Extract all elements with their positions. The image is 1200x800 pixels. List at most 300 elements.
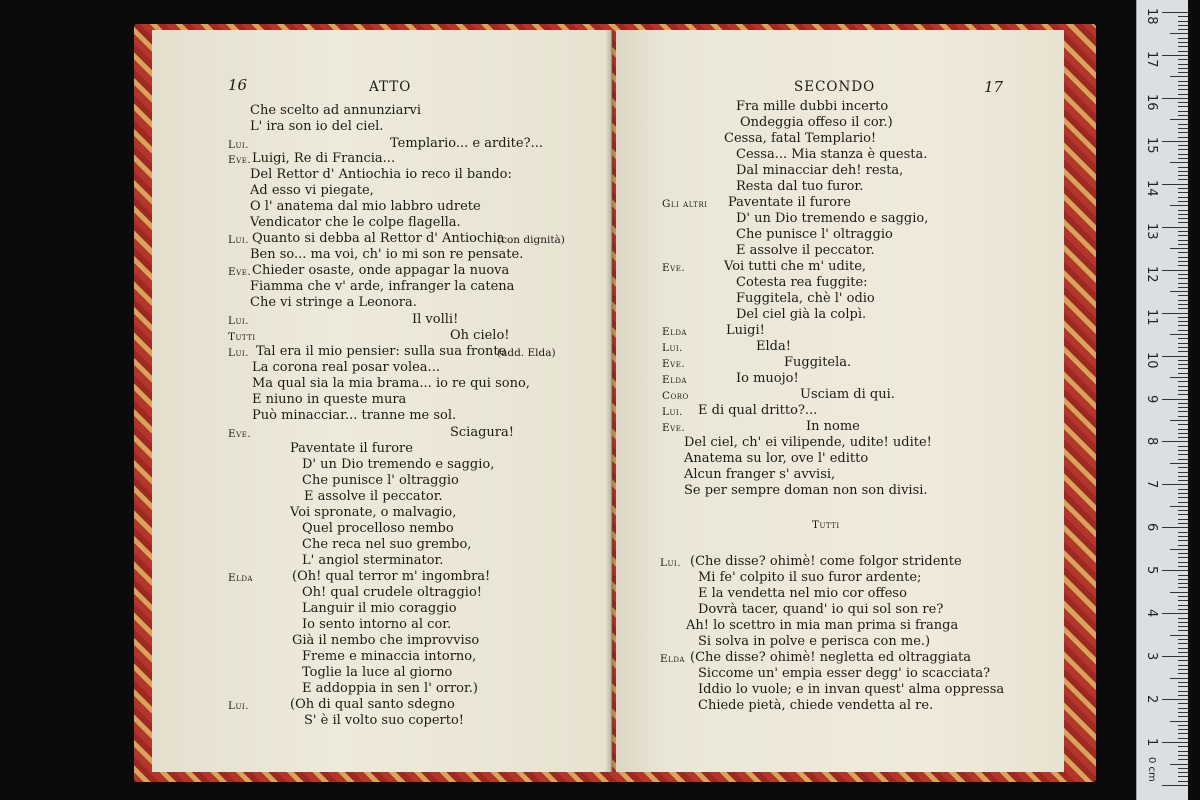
ruler-tick — [1178, 639, 1188, 640]
verse-line: (Che disse? ohimè! come folgor stridente — [690, 554, 962, 569]
ruler-tick — [1178, 596, 1188, 597]
ruler-tick — [1178, 772, 1188, 773]
ruler-tick — [1178, 682, 1188, 683]
ruler-number: 7 — [1144, 480, 1159, 489]
ruler-tick — [1178, 64, 1188, 65]
verse-line: E addoppia in sen l' orror.) — [302, 681, 478, 696]
ruler-tick — [1178, 197, 1188, 198]
verse-line: (Che disse? ohimè! negletta ed oltraggiata — [690, 650, 971, 665]
speaker-label: Elda — [228, 572, 253, 584]
verse-line: Ad esso vi piegate, — [250, 183, 374, 198]
ruler-tick — [1178, 85, 1188, 86]
verse-line: Ben so... ma voi, ch' io mi son re pensate. — [250, 247, 524, 262]
ruler-tick — [1178, 287, 1188, 288]
verse-line: Io muojo! — [736, 371, 799, 386]
ruler-tick — [1178, 81, 1188, 82]
ruler-tick — [1178, 648, 1188, 649]
ruler-tick — [1162, 184, 1188, 185]
ruler-tick — [1178, 489, 1188, 490]
ruler-tick — [1178, 261, 1188, 262]
ruler-tick — [1178, 89, 1188, 90]
verse-line: Già il nembo che improvviso — [292, 633, 480, 648]
ruler-tick — [1178, 295, 1188, 296]
verse-line: Ma qual sia la mia brama... io re qui sono, — [252, 376, 530, 391]
ruler-tick — [1178, 304, 1188, 305]
ruler-tick — [1178, 510, 1188, 511]
ruler-tick — [1178, 244, 1188, 245]
speaker-label: Eve. — [662, 358, 686, 370]
ruler-tick — [1178, 587, 1188, 588]
verse-line: Del ciel già la colpì. — [736, 307, 867, 322]
verse-line: Luigi, Re di Francia... — [252, 151, 396, 166]
ruler-tick — [1178, 59, 1188, 60]
verse-line: Languir il mio coraggio — [302, 601, 457, 616]
ruler-tick — [1170, 506, 1188, 507]
ruler-tick — [1178, 218, 1188, 219]
ruler-tick — [1162, 484, 1188, 485]
ruler-tick — [1162, 785, 1188, 786]
ruler-tick — [1178, 751, 1188, 752]
ruler-tick — [1178, 579, 1188, 580]
speaker-label: Elda — [662, 374, 687, 386]
ruler-tick — [1162, 527, 1188, 528]
ruler-tick — [1178, 94, 1188, 95]
verse-line: Voi spronate, o malvagio, — [290, 505, 457, 520]
ruler-tick — [1178, 321, 1188, 322]
page-number: 17 — [984, 78, 1004, 96]
right-page — [616, 30, 1064, 772]
ruler-tick — [1170, 248, 1188, 249]
ruler-tick — [1178, 407, 1188, 408]
ruler-tick — [1178, 394, 1188, 395]
ruler-tick — [1170, 334, 1188, 335]
ruler-tick — [1178, 755, 1188, 756]
page-number: 16 — [228, 76, 248, 94]
verse-line: O l' anatema dal mio labbro udrete — [250, 199, 481, 214]
ruler-tick — [1162, 570, 1188, 571]
ruler-tick — [1178, 609, 1188, 610]
ruler-tick — [1178, 746, 1188, 747]
ruler-tick — [1178, 643, 1188, 644]
page-header: ATTO — [369, 79, 412, 95]
ruler-tick — [1170, 377, 1188, 378]
ruler-tick — [1178, 390, 1188, 391]
speaker-label: Gli altri — [662, 198, 708, 210]
verse-line: Anatema su lor, ove l' editto — [684, 451, 869, 466]
verse-line: Tal era il mio pensier: sulla sua fronte — [256, 344, 507, 359]
speaker-label: Eve. — [662, 422, 686, 434]
verse-line: Che punisce l' oltraggio — [302, 473, 459, 488]
ruler-tick — [1178, 235, 1188, 236]
verse-line: Fuggitela. — [784, 355, 852, 370]
verse-line: La corona real posar volea... — [252, 360, 440, 375]
verse-line: Toglie la luce al giorno — [302, 665, 453, 680]
ruler-tick — [1178, 149, 1188, 150]
ruler-tick — [1178, 175, 1188, 176]
ruler-tick — [1178, 660, 1188, 661]
ruler-tick — [1178, 781, 1188, 782]
ruler-tick — [1178, 480, 1188, 481]
ruler-tick — [1178, 201, 1188, 202]
ruler-tick — [1178, 725, 1188, 726]
verse-line: E assolve il peccator. — [304, 489, 443, 504]
ruler-tick — [1178, 403, 1188, 404]
ruler-tick — [1162, 699, 1188, 700]
ruler-tick — [1178, 532, 1188, 533]
ruler-tick — [1178, 154, 1188, 155]
ruler-tick — [1170, 635, 1188, 636]
ruler-tick — [1162, 613, 1188, 614]
ruler-tick — [1162, 356, 1188, 357]
ruler-tick — [1162, 742, 1188, 743]
ruler-number: 12 — [1144, 265, 1159, 283]
ruler-tick — [1178, 618, 1188, 619]
ruler-tick — [1178, 300, 1188, 301]
speaker-label: Lui. — [228, 234, 249, 246]
ruler-tick — [1178, 433, 1188, 434]
ruler-tick — [1178, 381, 1188, 382]
verse-line: Siccome un' empia esser degg' io scacciata? — [698, 666, 991, 681]
verse-line: Paventate il furore — [728, 195, 851, 210]
ruler-tick — [1178, 42, 1188, 43]
ruler-tick — [1178, 29, 1188, 30]
ruler-tick — [1162, 313, 1188, 314]
ruler-tick — [1178, 437, 1188, 438]
speaker-label: Lui. — [662, 406, 683, 418]
verse-line: Sciagura! — [450, 425, 514, 440]
verse-line: Cessa... Mia stanza è questa. — [736, 147, 928, 162]
ruler-tick — [1170, 162, 1188, 163]
measuring-ruler — [1136, 0, 1188, 800]
ruler-tick — [1178, 600, 1188, 601]
ruler-tick — [1162, 12, 1188, 13]
verse-line: Resta dal tuo furor. — [736, 179, 864, 194]
verse-line: Mi fe' colpito il suo furor ardente; — [698, 570, 922, 585]
ruler-number: 14 — [1144, 179, 1159, 197]
ruler-tick — [1178, 467, 1188, 468]
speaker-label: Lui. — [228, 347, 249, 359]
verse-line: Che reca nel suo grembo, — [302, 537, 472, 552]
speaker-label: Elda — [662, 326, 687, 338]
speaker-label: Lui. — [228, 315, 249, 327]
verse-line: D' un Dio tremendo e saggio, — [736, 211, 929, 226]
ruler-tick — [1178, 557, 1188, 558]
verse-line: Chiede pietà, chiede vendetta al re. — [698, 698, 934, 713]
ruler-tick — [1178, 716, 1188, 717]
speaker-label: Lui. — [662, 342, 683, 354]
speaker-label: Eve. — [662, 262, 686, 274]
ruler-tick — [1162, 270, 1188, 271]
ruler-tick — [1178, 665, 1188, 666]
ruler-tick — [1178, 691, 1188, 692]
ruler-tick — [1178, 132, 1188, 133]
ruler-tick — [1178, 274, 1188, 275]
verse-line: Che scelto ad annunziarvi — [250, 103, 422, 118]
ruler-tick — [1178, 51, 1188, 52]
ruler-tick — [1178, 283, 1188, 284]
ruler-tick — [1178, 553, 1188, 554]
verse-line: Freme e minaccia intorno, — [302, 649, 477, 664]
ruler-tick — [1178, 257, 1188, 258]
ruler-tick — [1162, 441, 1188, 442]
verse-line: Del Rettor d' Antiochia io reco il bando: — [250, 167, 512, 182]
ruler-tick — [1162, 55, 1188, 56]
verse-line: D' un Dio tremendo e saggio, — [302, 457, 495, 472]
verse-line: Io sento intorno al cor. — [302, 617, 452, 632]
ruler-tick — [1178, 252, 1188, 253]
ruler-tick — [1170, 205, 1188, 206]
ruler-tick — [1178, 626, 1188, 627]
ruler-number: 2 — [1144, 695, 1159, 704]
ruler-tick — [1178, 411, 1188, 412]
verse-line: Dal minacciar deh! resta, — [736, 163, 904, 178]
ruler-tick — [1178, 171, 1188, 172]
stage-direction: (con dignità) — [497, 234, 565, 246]
ruler-tick — [1178, 768, 1188, 769]
ruler-tick — [1178, 712, 1188, 713]
verse-line: Oh! qual crudele oltraggio! — [302, 585, 483, 600]
verse-line: Del ciel, ch' ei vilipende, udite! udite! — [684, 435, 932, 450]
ruler-tick — [1178, 583, 1188, 584]
verse-line: Quanto si debba al Rettor d' Antiochia — [252, 231, 505, 246]
ruler-tick — [1178, 240, 1188, 241]
ruler-tick — [1178, 145, 1188, 146]
verse-line: Che punisce l' oltraggio — [736, 227, 893, 242]
ruler-number: 9 — [1144, 394, 1159, 403]
ruler-number: 6 — [1144, 523, 1159, 532]
verse-line: Vendicator che le colpe flagella. — [250, 215, 461, 230]
verse-line: Cessa, fatal Templario! — [724, 131, 877, 146]
verse-line: Usciam di qui. — [800, 387, 895, 402]
ruler-number: 18 — [1144, 8, 1159, 25]
ruler-tick — [1178, 446, 1188, 447]
ruler-tick — [1178, 222, 1188, 223]
verse-line: Voi tutti che m' udite, — [724, 259, 867, 274]
ruler-tick — [1178, 210, 1188, 211]
ruler-tick — [1178, 523, 1188, 524]
ruler-tick — [1178, 158, 1188, 159]
ruler-tick — [1178, 575, 1188, 576]
speaker-label: Tutti — [228, 331, 256, 343]
ruler-tick — [1162, 98, 1188, 99]
verse-line: (Oh! qual terror m' ingombra! — [292, 569, 491, 584]
ruler-tick — [1170, 592, 1188, 593]
verse-line: Ah! lo scettro in mia man prima si franga — [686, 618, 959, 633]
ruler-tick — [1170, 463, 1188, 464]
ruler-tick — [1178, 776, 1188, 777]
ruler-tick — [1178, 330, 1188, 331]
ruler-tick — [1178, 137, 1188, 138]
verse-line: Templario... e ardite?... — [390, 136, 543, 151]
ruler-tick — [1178, 347, 1188, 348]
stage-direction: (add. Elda) — [497, 347, 556, 359]
ruler-tick — [1178, 472, 1188, 473]
ruler-tick — [1178, 308, 1188, 309]
verse-line: In nome — [806, 419, 860, 434]
ruler-tick — [1170, 119, 1188, 120]
ruler-tick — [1178, 106, 1188, 107]
verse-line: Quel procelloso nembo — [302, 521, 454, 536]
ruler-tick — [1178, 368, 1188, 369]
verse-line: (Oh di qual santo sdegno — [290, 697, 455, 712]
speaker-label: Eve. — [228, 154, 252, 166]
ruler-tick — [1178, 519, 1188, 520]
ruler-tick — [1170, 678, 1188, 679]
verse-line: L' angiol sterminator. — [302, 553, 444, 568]
ruler-tick — [1178, 265, 1188, 266]
ruler-tick — [1178, 759, 1188, 760]
ruler-number: 5 — [1144, 566, 1159, 575]
ruler-number: 4 — [1144, 609, 1159, 618]
ruler-tick — [1178, 373, 1188, 374]
ruler-tick — [1170, 76, 1188, 77]
ruler-tick — [1178, 192, 1188, 193]
verse-line: Luigi! — [726, 323, 765, 338]
ruler-number: 3 — [1144, 652, 1159, 661]
ruler-tick — [1162, 399, 1188, 400]
verse-line: Fuggitela, chè l' odio — [736, 291, 875, 306]
ruler-number: 17 — [1144, 50, 1159, 68]
ruler-tick — [1178, 21, 1188, 22]
ruler-tick — [1178, 167, 1188, 168]
verse-line: Oh cielo! — [450, 328, 510, 343]
ruler-number: 15 — [1144, 136, 1159, 154]
verse-line: Dovrà tacer, quand' io qui sol son re? — [698, 602, 944, 617]
ruler-tick — [1162, 141, 1188, 142]
speaker-label: Elda — [660, 653, 685, 665]
verse-line: Se per sempre doman non son divisi. — [684, 483, 928, 498]
speaker-label: Eve. — [228, 428, 252, 440]
ruler-tick — [1178, 497, 1188, 498]
ruler-tick — [1178, 72, 1188, 73]
ruler-tick — [1178, 738, 1188, 739]
ruler-tick — [1178, 673, 1188, 674]
verse-line: E di qual dritto?... — [698, 403, 818, 418]
ruler-tick — [1178, 536, 1188, 537]
ruler-tick — [1178, 102, 1188, 103]
ruler-tick — [1178, 364, 1188, 365]
ruler-tick — [1178, 424, 1188, 425]
ruler-number: 11 — [1144, 308, 1159, 326]
ruler-tick — [1178, 416, 1188, 417]
ruler-tick — [1178, 729, 1188, 730]
ruler-tick — [1178, 325, 1188, 326]
ruler-tick — [1178, 669, 1188, 670]
speaker-label: Coro — [662, 390, 689, 402]
chorus-heading: Tutti — [812, 519, 840, 531]
ruler-tick — [1178, 708, 1188, 709]
ruler-number: 16 — [1144, 93, 1159, 111]
ruler-tick — [1178, 386, 1188, 387]
speaker-label: Eve. — [228, 266, 252, 278]
verse-line: Elda! — [756, 339, 791, 354]
ruler-number: 13 — [1144, 222, 1159, 240]
speaker-label: Lui. — [660, 557, 681, 569]
ruler-tick — [1178, 695, 1188, 696]
verse-line: E niuno in queste mura — [252, 392, 407, 407]
page-header: SECONDO — [794, 79, 876, 95]
verse-line: Il volli! — [412, 312, 459, 327]
speaker-label: Lui. — [228, 700, 249, 712]
ruler-tick — [1178, 188, 1188, 189]
ruler-tick — [1170, 764, 1188, 765]
ruler-tick — [1178, 46, 1188, 47]
ruler-number: 1 — [1144, 738, 1159, 747]
ruler-tick — [1178, 652, 1188, 653]
ruler-tick — [1170, 721, 1188, 722]
ruler-tick — [1178, 630, 1188, 631]
speaker-label: Lui. — [228, 139, 249, 151]
ruler-tick — [1178, 476, 1188, 477]
verse-line: Iddio lo vuole; e in invan quest' alma oppressa — [698, 682, 1005, 697]
verse-line: Si solva in polve e perisca con me.) — [698, 634, 931, 649]
verse-line: Può minacciar... tranne me sol. — [252, 408, 457, 423]
ruler-tick — [1178, 562, 1188, 563]
verse-line: Cotesta rea fuggite: — [736, 275, 868, 290]
verse-line: E assolve il peccator. — [736, 243, 875, 258]
ruler-tick — [1162, 227, 1188, 228]
ruler-tick — [1178, 38, 1188, 39]
ruler-number: 8 — [1144, 437, 1159, 446]
ruler-tick — [1162, 656, 1188, 657]
ruler-tick — [1178, 338, 1188, 339]
ruler-tick — [1178, 493, 1188, 494]
ruler-tick — [1170, 549, 1188, 550]
ruler-tick — [1170, 420, 1188, 421]
ruler-tick — [1178, 128, 1188, 129]
ruler-tick — [1178, 514, 1188, 515]
ruler-number: 10 — [1144, 351, 1159, 369]
ruler-tick — [1178, 124, 1188, 125]
verse-line: Alcun franger s' avvisi, — [684, 467, 836, 482]
ruler-tick — [1170, 291, 1188, 292]
verse-line: L' ira son io del ciel. — [250, 119, 384, 134]
ruler-tick — [1178, 429, 1188, 430]
ruler-tick — [1178, 25, 1188, 26]
ruler-tick — [1178, 231, 1188, 232]
ruler-tick — [1178, 540, 1188, 541]
ruler-tick — [1178, 16, 1188, 17]
ruler-tick — [1178, 179, 1188, 180]
ruler-tick — [1178, 622, 1188, 623]
ruler-tick — [1178, 278, 1188, 279]
left-page — [152, 30, 612, 772]
verse-line: Chieder osaste, onde appagar la nuova — [252, 263, 510, 278]
ruler-tick — [1178, 317, 1188, 318]
ruler-tick — [1178, 111, 1188, 112]
ruler-unit-label: 0 cm — [1146, 757, 1157, 782]
ruler-tick — [1178, 351, 1188, 352]
ruler-tick — [1178, 502, 1188, 503]
ruler-tick — [1170, 33, 1188, 34]
ruler-tick — [1178, 733, 1188, 734]
ruler-tick — [1178, 686, 1188, 687]
ruler-tick — [1178, 343, 1188, 344]
verse-line: E la vendetta nel mio cor offeso — [698, 586, 907, 601]
ruler-tick — [1178, 360, 1188, 361]
ruler-tick — [1178, 566, 1188, 567]
verse-line: Fiamma che v' arde, infranger la catena — [250, 279, 515, 294]
ruler-tick — [1178, 454, 1188, 455]
ruler-tick — [1178, 605, 1188, 606]
ruler-tick — [1178, 459, 1188, 460]
verse-line: S' è il volto suo coperto! — [304, 713, 465, 728]
ruler-tick — [1178, 545, 1188, 546]
verse-line: Ondeggia offeso il cor.) — [740, 115, 893, 130]
ruler-tick — [1178, 450, 1188, 451]
verse-line: Fra mille dubbi incerto — [736, 99, 889, 114]
ruler-tick — [1178, 68, 1188, 69]
